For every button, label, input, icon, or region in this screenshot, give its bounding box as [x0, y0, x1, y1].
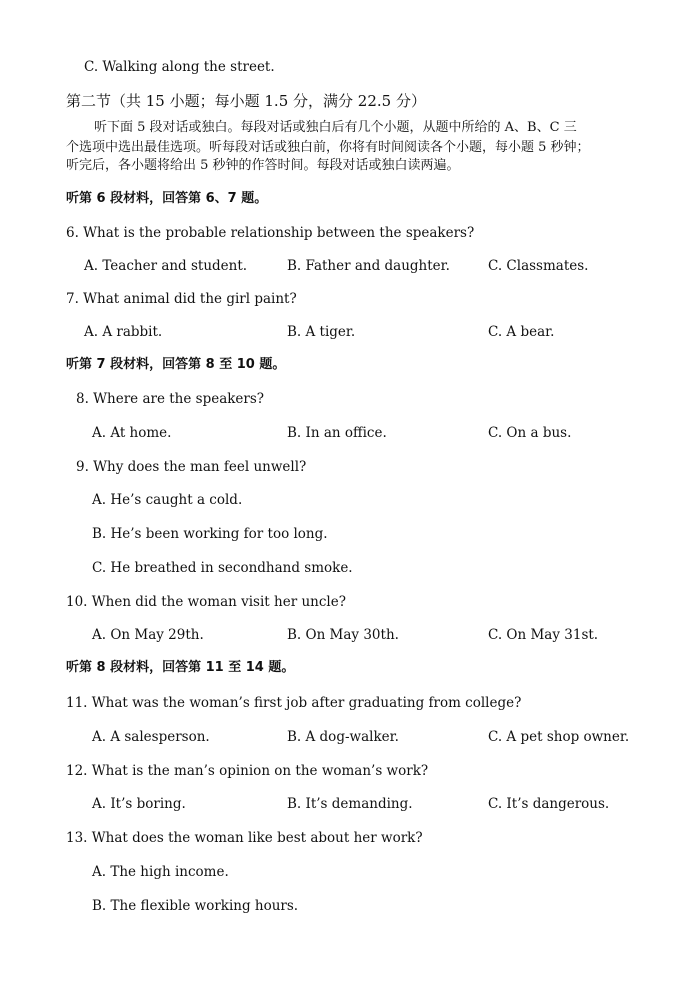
question-6-option-b: B. Father and daughter.	[287, 258, 450, 274]
question-9: 9. Why does the man feel unwell?	[76, 459, 307, 475]
instructions-line-1: 听下面 5 段对话或独白。每段对话或独白后有几个小题，从题中所给的 A、B、C 三	[94, 120, 577, 135]
question-10-option-a: A. On May 29th.	[92, 627, 204, 643]
question-8-option-a: A. At home.	[92, 425, 172, 441]
question-13-option-b: B. The flexible working hours.	[92, 898, 299, 914]
question-13: 13. What does the woman like best about her work?	[66, 830, 423, 846]
question-6: 6. What is the probable relationship between the speakers?	[66, 225, 475, 241]
question-8-option-b: B. In an office.	[287, 425, 387, 441]
question-12: 12. What is the man’s opinion on the woman’s work?	[66, 763, 429, 779]
question-6-option-a: A. Teacher and student.	[84, 258, 248, 274]
question-13-option-a: A. The high income.	[92, 864, 229, 880]
prev-option-c: C. Walking along the street.	[84, 59, 275, 75]
question-10: 10. When did the woman visit her uncle?	[66, 594, 346, 610]
question-7-option-b: B. A tiger.	[287, 324, 356, 340]
question-6-option-c: C. Classmates.	[488, 258, 589, 274]
material-heading-8: 听第 8 段材料，回答第 11 至 14 题。	[66, 660, 295, 675]
section-title: 第二节（共 15 小题；每小题 1.5 分，满分 22.5 分）	[66, 92, 426, 110]
question-11: 11. What was the woman’s first job after graduating from college?	[66, 695, 522, 711]
material-heading-6: 听第 6 段材料，回答第 6、7 题。	[66, 191, 268, 206]
question-9-option-a: A. He’s caught a cold.	[92, 492, 243, 508]
question-12-option-c: C. It’s dangerous.	[488, 796, 610, 812]
instructions-line-3: 听完后，各小题将给出 5 秒钟的作答时间。每段对话或独白读两遍。	[66, 158, 460, 173]
instructions-line-2: 个选项中选出最佳选项。听每段对话或独白前，你将有时间阅读各个小题，每小题 5 秒钟；	[66, 140, 590, 155]
question-10-option-c: C. On May 31st.	[488, 627, 599, 643]
question-9-option-b: B. He’s been working for too long.	[92, 526, 328, 542]
question-7: 7. What animal did the girl paint?	[66, 291, 297, 307]
question-10-option-b: B. On May 30th.	[287, 627, 399, 643]
question-11-option-c: C. A pet shop owner.	[488, 729, 630, 745]
question-11-option-b: B. A dog-walker.	[287, 729, 399, 745]
question-11-option-a: A. A salesperson.	[92, 729, 210, 745]
question-12-option-a: A. It’s boring.	[92, 796, 186, 812]
question-9-option-c: C. He breathed in secondhand smoke.	[92, 560, 353, 576]
question-7-option-c: C. A bear.	[488, 324, 555, 340]
question-7-option-a: A. A rabbit.	[84, 324, 163, 340]
question-8-option-c: C. On a bus.	[488, 425, 572, 441]
question-8: 8. Where are the speakers?	[76, 391, 265, 407]
material-heading-7: 听第 7 段材料，回答第 8 至 10 题。	[66, 357, 286, 372]
question-12-option-b: B. It’s demanding.	[287, 796, 413, 812]
